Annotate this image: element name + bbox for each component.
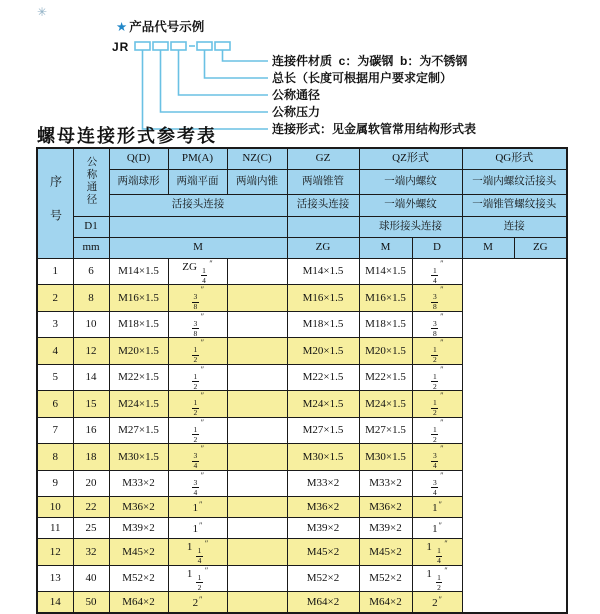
cell-m: M36×2	[109, 497, 168, 518]
cell-qg-zg: $\frac{1}{2}$ ″	[412, 364, 462, 391]
cell-qz-m	[227, 565, 287, 592]
cell-qg-zg: 1 $\frac{1}{2}$ ″	[412, 565, 462, 592]
header-col-gz: GZ	[287, 148, 359, 169]
cell-seq: 13	[37, 565, 73, 592]
cell-qz-d: M52×2	[287, 565, 359, 592]
cell-seq: 11	[37, 518, 73, 539]
cell-qg-m: M27×1.5	[359, 417, 412, 444]
cell-mm: 8	[73, 285, 109, 312]
cell-qg-m: M22×1.5	[359, 364, 412, 391]
cell-qg-zg: $\frac{3}{8}$ ″	[412, 285, 462, 312]
cell-qg-zg: $\frac{3}{4}$ ″	[412, 470, 462, 497]
header-qg-sub2: 一端锥管螺纹接头	[462, 194, 567, 216]
header-col-pm: PM(A)	[168, 148, 227, 169]
table-row	[37, 364, 567, 391]
connector-line-2	[205, 50, 269, 78]
code-box-5	[215, 42, 230, 50]
header-nz-sub: 两端内锥	[227, 169, 287, 194]
cell-gz: 1″	[168, 518, 227, 539]
cell-qz-m	[227, 258, 287, 285]
cell-qz-d: M14×1.5	[287, 258, 359, 285]
cell-gz: 1 $\frac{1}{4}$ ″	[168, 539, 227, 566]
label-nominal-diameter: 公称通径	[272, 88, 321, 102]
header-qz-d: D	[412, 237, 462, 258]
cell-gz: $\frac{3}{8}$ ″	[168, 311, 227, 338]
table-row	[37, 285, 567, 312]
cell-qz-m	[227, 444, 287, 471]
cell-gz: $\frac{1}{2}$ ″	[168, 391, 227, 418]
code-box-3	[171, 42, 186, 50]
cell-qg-m: M45×2	[359, 539, 412, 566]
header-col-qz: QZ形式	[359, 148, 462, 169]
cell-qz-m	[227, 364, 287, 391]
cell-m: M18×1.5	[109, 311, 168, 338]
cell-qz-m	[227, 592, 287, 613]
cell-qg-zg: $\frac{1}{4}$ ″	[412, 258, 462, 285]
cell-mm: 25	[73, 518, 109, 539]
cell-qz-m	[227, 497, 287, 518]
table-header	[37, 148, 567, 258]
cell-seq: 3	[37, 311, 73, 338]
table-row	[37, 565, 567, 592]
cell-qz-d: M39×2	[287, 518, 359, 539]
table-row	[37, 258, 567, 285]
header-nominal-diameter: 公称通径	[73, 148, 109, 216]
cell-seq: 14	[37, 592, 73, 613]
cell-seq: 4	[37, 338, 73, 365]
cell-mm: 15	[73, 391, 109, 418]
cell-qz-m	[227, 518, 287, 539]
cell-mm: 14	[73, 364, 109, 391]
cell-qz-m	[227, 311, 287, 338]
header-qz-sub2: 一端外螺纹	[359, 194, 462, 216]
cell-qg-m: M18×1.5	[359, 311, 412, 338]
header-row-2	[37, 169, 567, 194]
cell-qg-zg: 2″	[412, 592, 462, 613]
header-zg: ZG	[287, 237, 359, 258]
header-d1: D1	[73, 216, 109, 237]
header-col-nz: NZ(C)	[227, 148, 287, 169]
cell-qg-m: M24×1.5	[359, 391, 412, 418]
cell-m: M39×2	[109, 518, 168, 539]
star-icon: ★	[116, 20, 128, 34]
table-row	[37, 391, 567, 418]
header-qg-sub3: 连接	[462, 216, 567, 237]
cell-m: M52×2	[109, 565, 168, 592]
cell-qz-d: M20×1.5	[287, 338, 359, 365]
header-gz-sub: 两端锥管	[287, 169, 359, 194]
table-body	[37, 258, 567, 613]
cell-m: M30×1.5	[109, 444, 168, 471]
cell-mm: 18	[73, 444, 109, 471]
table-title: 螺母连接形式参考表	[37, 126, 217, 146]
cell-gz: 1 $\frac{1}{2}$ ″	[168, 565, 227, 592]
cell-m: M24×1.5	[109, 391, 168, 418]
cell-qg-zg: $\frac{3}{4}$ ″	[412, 444, 462, 471]
cell-qg-m: M16×1.5	[359, 285, 412, 312]
code-box-1	[135, 42, 150, 50]
code-box-2	[153, 42, 168, 50]
cell-gz: $\frac{3}{8}$ ″	[168, 285, 227, 312]
cell-qz-m	[227, 338, 287, 365]
cell-mm: 6	[73, 258, 109, 285]
table-row	[37, 539, 567, 566]
cell-m: M45×2	[109, 539, 168, 566]
header-m: M	[109, 237, 287, 258]
header-col-q: Q(D)	[109, 148, 168, 169]
header-empty-left	[109, 216, 287, 237]
cell-m: M14×1.5	[109, 258, 168, 285]
label-total-length: 总长（长度可根据用户要求定制）	[272, 71, 453, 85]
connector-line-4	[161, 50, 269, 112]
cell-qz-d: M18×1.5	[287, 311, 359, 338]
label-connection-form: 连接形式：见金属软管常用结构形式表	[272, 122, 477, 136]
cell-gz: $\frac{3}{4}$ ″	[168, 470, 227, 497]
cell-gz: $\frac{3}{4}$ ″	[168, 444, 227, 471]
cell-qz-m	[227, 539, 287, 566]
cell-m: M16×1.5	[109, 285, 168, 312]
header-seq: 序号	[37, 148, 73, 258]
header-qz-sub3: 球形接头连接	[359, 216, 462, 237]
connector-line-1	[223, 50, 269, 61]
cell-mm: 50	[73, 592, 109, 613]
cell-qg-zg: 1 $\frac{1}{4}$ ″	[412, 539, 462, 566]
cell-m: M22×1.5	[109, 364, 168, 391]
table-row	[37, 444, 567, 471]
cell-seq: 1	[37, 258, 73, 285]
cell-qz-d: M45×2	[287, 539, 359, 566]
cell-mm: 32	[73, 539, 109, 566]
cell-seq: 10	[37, 497, 73, 518]
header-union-connection: 活接头连接	[109, 194, 287, 216]
cell-qz-d: M24×1.5	[287, 391, 359, 418]
cell-m: M20×1.5	[109, 338, 168, 365]
header-qz-m: M	[359, 237, 412, 258]
cell-seq: 2	[37, 285, 73, 312]
nut-connection-table	[36, 147, 568, 614]
code-box-4	[197, 42, 212, 50]
cell-qg-m: M20×1.5	[359, 338, 412, 365]
header-row-4	[37, 216, 567, 237]
header-pm-sub: 两端平面	[168, 169, 227, 194]
cell-qg-m: M52×2	[359, 565, 412, 592]
header-empty-gz	[287, 216, 359, 237]
header-row-3	[37, 194, 567, 216]
header-qz-sub1: 一端内螺纹	[359, 169, 462, 194]
cell-qg-m: M64×2	[359, 592, 412, 613]
table-row	[37, 470, 567, 497]
cell-m: M33×2	[109, 470, 168, 497]
header-row-5	[37, 237, 567, 258]
cell-gz: 1″	[168, 497, 227, 518]
cell-qg-zg: $\frac{1}{2}$ ″	[412, 391, 462, 418]
cell-mm: 20	[73, 470, 109, 497]
header-row-1	[37, 148, 567, 169]
cell-seq: 5	[37, 364, 73, 391]
cell-mm: 16	[73, 417, 109, 444]
cell-gz: 2″	[168, 592, 227, 613]
cell-qg-m: M39×2	[359, 518, 412, 539]
table-row	[37, 518, 567, 539]
table-row	[37, 417, 567, 444]
cell-qg-m: M33×2	[359, 470, 412, 497]
header-gz-sub2: 活接头连接	[287, 194, 359, 216]
cell-gz: $\frac{1}{2}$ ″	[168, 417, 227, 444]
cell-qg-m: M14×1.5	[359, 258, 412, 285]
cell-seq: 12	[37, 539, 73, 566]
header-mm: mm	[73, 237, 109, 258]
cell-gz: $\frac{1}{2}$ ″	[168, 364, 227, 391]
cell-qz-d: M22×1.5	[287, 364, 359, 391]
cell-qg-zg: $\frac{3}{8}$ ″	[412, 311, 462, 338]
cell-gz: $\frac{1}{2}$ ″	[168, 338, 227, 365]
label-nominal-pressure: 公称压力	[272, 105, 321, 119]
cell-qz-d: M27×1.5	[287, 417, 359, 444]
header-q-sub: 两端球形	[109, 169, 168, 194]
cell-qz-d: M36×2	[287, 497, 359, 518]
cell-qz-d: M30×1.5	[287, 444, 359, 471]
cell-qg-zg: $\frac{1}{2}$ ″	[412, 417, 462, 444]
cell-qz-m	[227, 470, 287, 497]
cell-mm: 10	[73, 311, 109, 338]
cell-seq: 8	[37, 444, 73, 471]
cell-seq: 7	[37, 417, 73, 444]
cell-seq: 6	[37, 391, 73, 418]
diagram-title-text: 产品代号示例	[129, 20, 205, 34]
header-col-qg: QG形式	[462, 148, 567, 169]
label-material: 连接件材质 c：为碳钢 b：为不锈钢	[272, 54, 468, 68]
cell-qz-d: M64×2	[287, 592, 359, 613]
cell-qz-d: M16×1.5	[287, 285, 359, 312]
table-row	[37, 338, 567, 365]
header-qg-sub1: 一端内螺纹活接头	[462, 169, 567, 194]
cell-qz-m	[227, 391, 287, 418]
cell-qg-zg: 1″	[412, 518, 462, 539]
cell-qz-m	[227, 417, 287, 444]
table-row	[37, 592, 567, 613]
cell-seq: 9	[37, 470, 73, 497]
cell-m: M27×1.5	[109, 417, 168, 444]
cell-mm: 12	[73, 338, 109, 365]
cell-gz: ZG $\frac{1}{4}$ ″	[168, 258, 227, 285]
cell-mm: 40	[73, 565, 109, 592]
table-row	[37, 497, 567, 518]
cell-m: M64×2	[109, 592, 168, 613]
cell-qg-m: M30×1.5	[359, 444, 412, 471]
cell-qg-m: M36×2	[359, 497, 412, 518]
cell-qg-zg: 1″	[412, 497, 462, 518]
product-code-prefix: JR	[112, 40, 130, 54]
header-qg-zg: ZG	[514, 237, 567, 258]
table-row	[37, 311, 567, 338]
cell-qg-zg: $\frac{1}{2}$ ″	[412, 338, 462, 365]
cell-qz-m	[227, 285, 287, 312]
cell-qz-d: M33×2	[287, 470, 359, 497]
cell-mm: 22	[73, 497, 109, 518]
asterisk-icon: ✳	[37, 5, 48, 19]
header-qg-m: M	[462, 237, 514, 258]
